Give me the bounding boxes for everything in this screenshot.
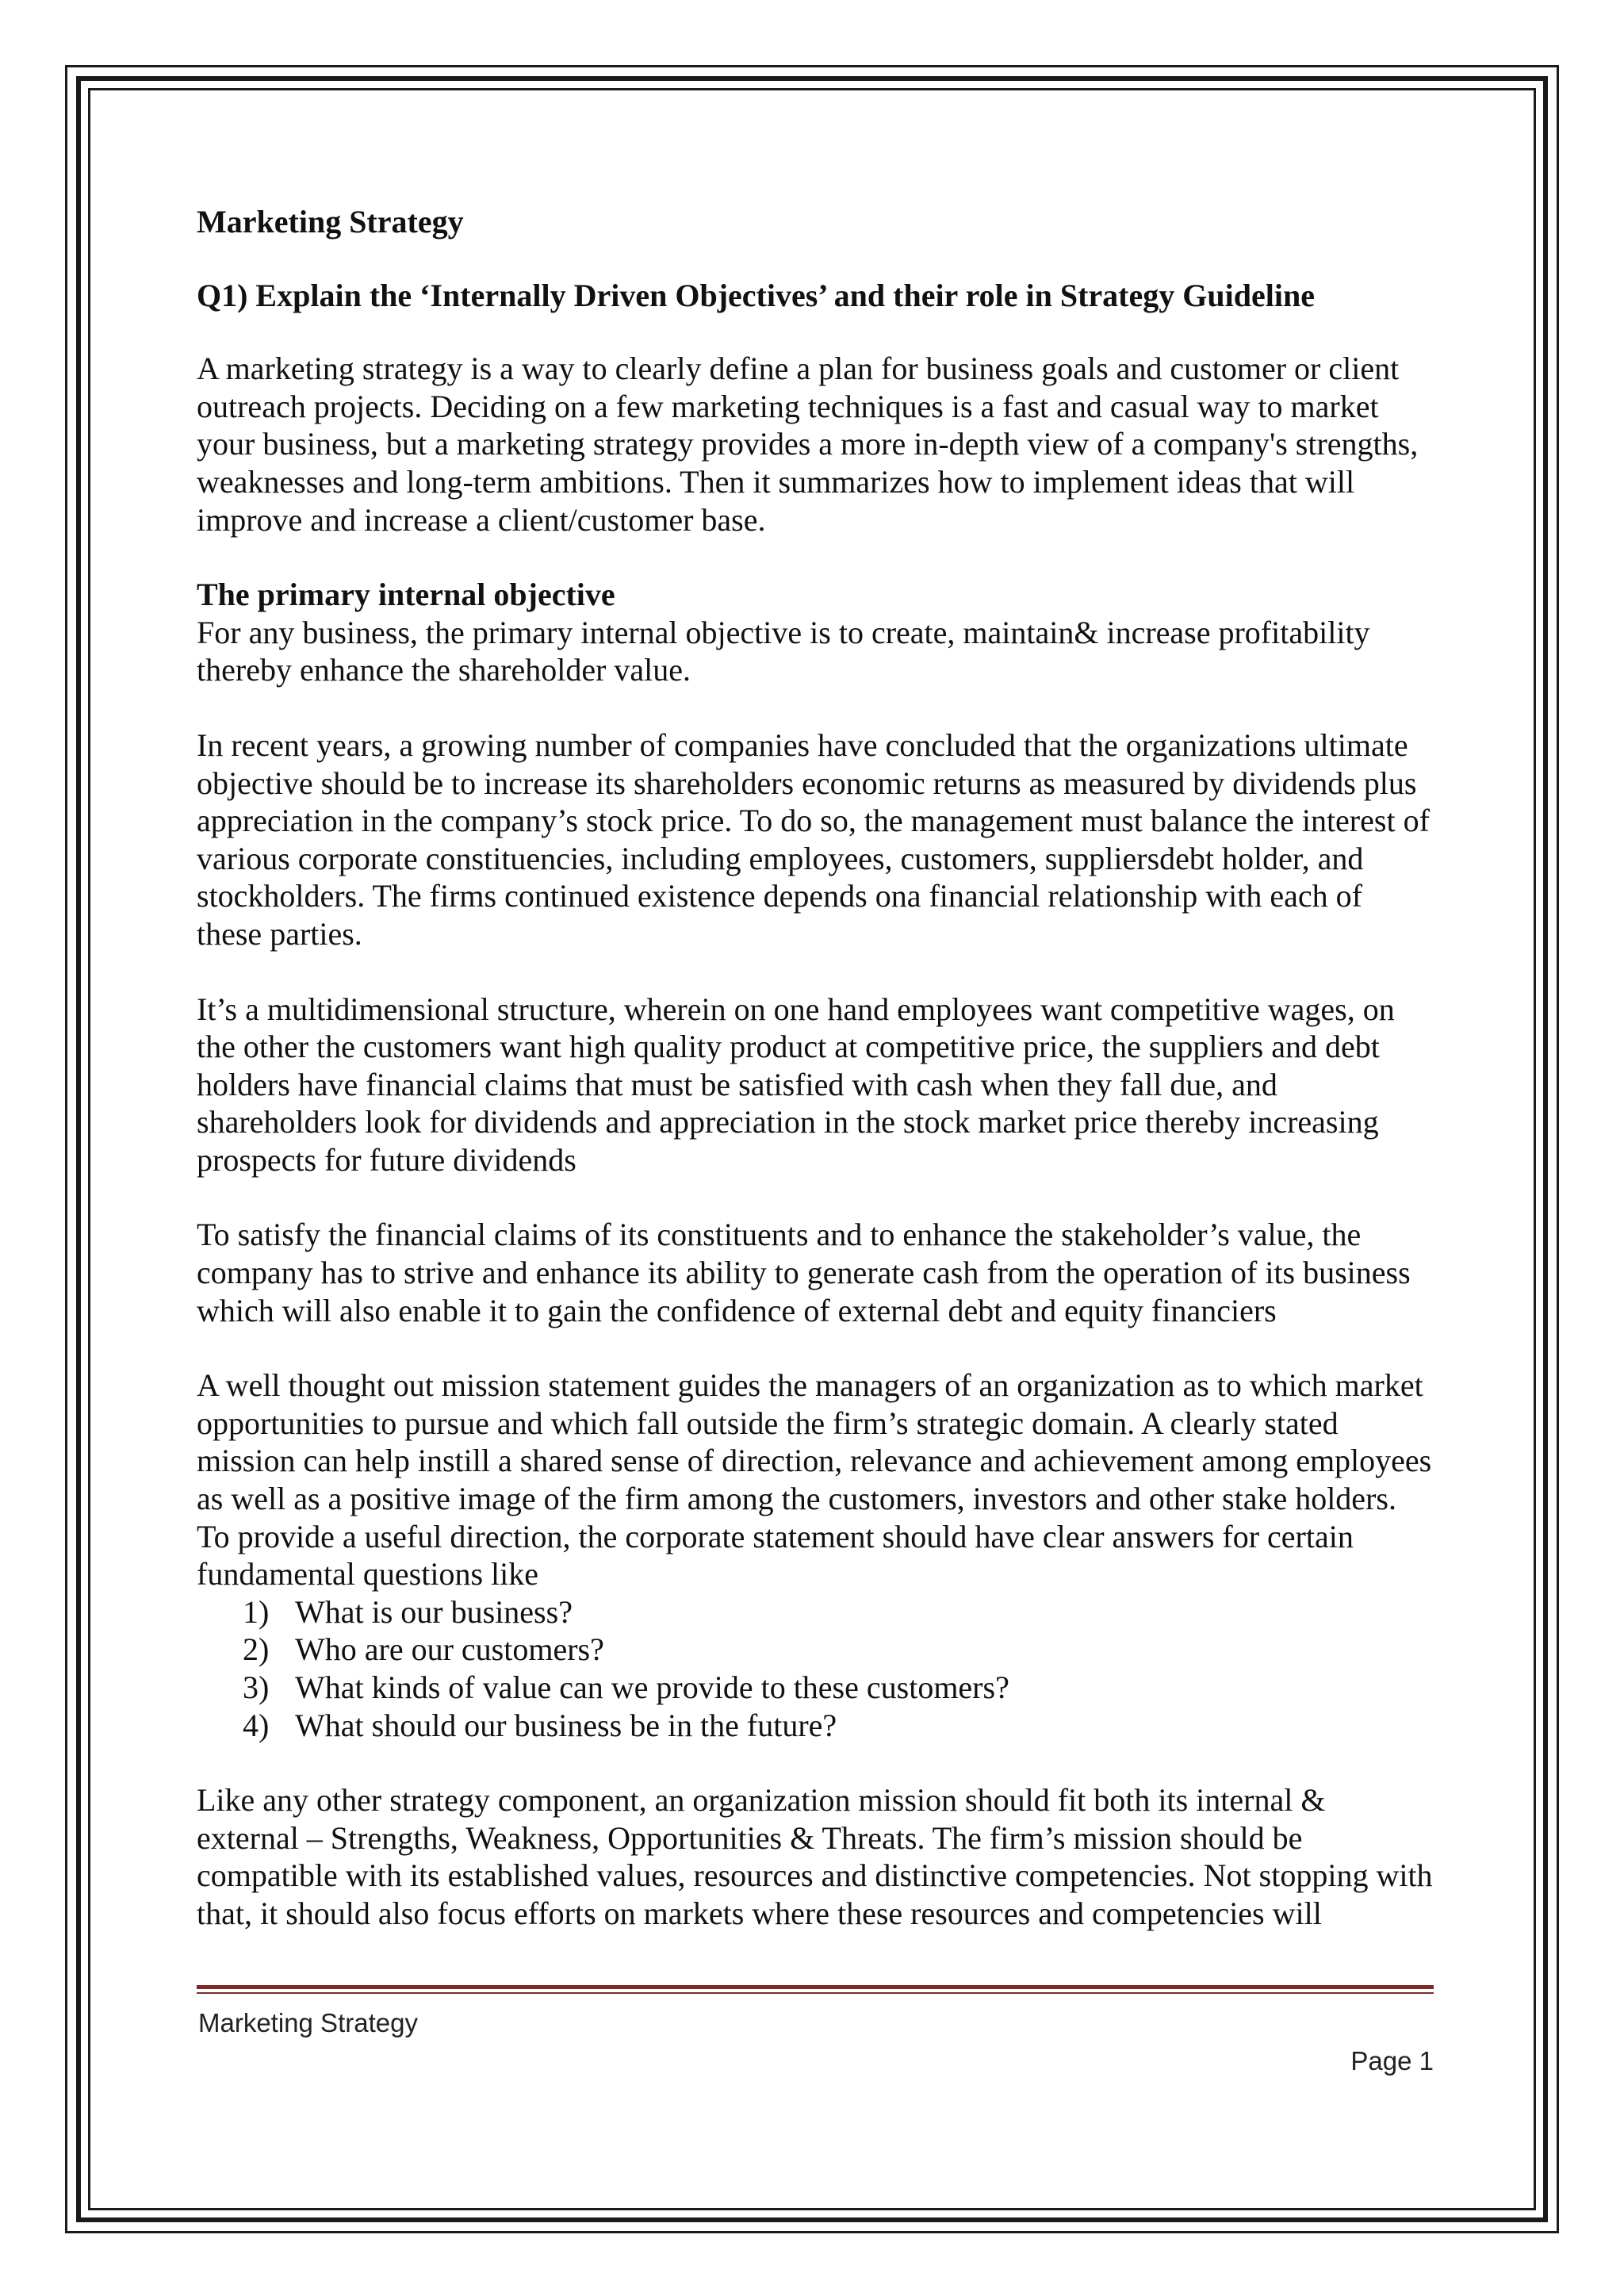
list-item xyxy=(197,1669,1434,1707)
list-item xyxy=(197,1593,1434,1631)
list-item-number: 3) xyxy=(243,1669,270,1705)
footer-rule-thin xyxy=(197,1992,1434,1994)
primary-objective-paragraph: For any business, the primary internal objective is to create, maintain& increase profitability thereby enhance the shareholder value. xyxy=(197,614,1370,688)
list-item-text: What is our business? xyxy=(295,1593,573,1630)
list-item-number: 4) xyxy=(243,1707,270,1743)
list-item xyxy=(197,1707,1434,1745)
footer-rule-thick xyxy=(197,1985,1434,1989)
list-item-text: What kinds of value can we provide to these customers? xyxy=(295,1669,1009,1705)
intro-paragraph: A marketing strategy is a way to clearly define a plan for business goals and customer or client outreach projects. Deciding on a few marketing techniques is a fast and casual way to market your business, but a marketing strategy provides a more in-depth view of a company's strengths, weaknesses and long-term ambitions. Then it summarizes how to implement ideas that will improve and increase a client/customer base. xyxy=(197,351,1419,538)
paragraph-3: It’s a multidimensional structure, wherein on one hand employees want competitive wages, on the other the customers want high quality product at competitive price, the suppliers and debt holders have financial claims that must be satisfied with cash when they fall due, and shareholders look for dividends and appreciation in the stock market price thereby increasing prospects for future dividends xyxy=(197,991,1395,1178)
list-item-number: 2) xyxy=(243,1631,270,1668)
document-body xyxy=(197,203,1434,1933)
list-item-text: Who are our customers? xyxy=(295,1631,604,1668)
footer-title: Marketing Strategy xyxy=(198,2008,418,2037)
paragraph-6: Like any other strategy component, an organization mission should fit both its internal & external – Strengths, Weakness, Opportunities & Threats. The firm’s mission should be compatible with its established values, resources and distinctive competencies. Not stopping with that, it should also focus efforts on markets where these resources and competencies will xyxy=(197,1782,1433,1931)
list-item xyxy=(197,1631,1434,1669)
page-number: Page 1 xyxy=(1350,2046,1434,2076)
section-subheading: The primary internal objective xyxy=(197,577,615,613)
paragraph-5: A well thought out mission statement guides the managers of an organization as to which market opportunities to pursue and which fall outside the firm’s strategic domain. A clearly stated mission can help instill a shared sense of direction, relevance and achievement among employees as well as a positive image of the firm among the customers, investors and other stake holders. To provide a useful direction, the corporate statement should have clear answers for certain fundamental questions like xyxy=(197,1367,1432,1593)
paragraph-2: In recent years, a growing number of companies have concluded that the organizations ultimate objective should be to increase its shareholders economic returns as measured by dividends plus appreciation in the company’s stock price. To do so, the management must balance the interest of various corporate constituencies, including employees, customers, suppliersdebt holder, and stockholders. The firms continued existence depends ona financial relationship with each of these parties. xyxy=(197,726,1430,952)
fundamental-questions-list xyxy=(197,1593,1434,1744)
question-heading: Q1) Explain the ‘Internally Driven Objectives’ and their role in Strategy Guideline xyxy=(197,277,1315,313)
paragraph-4: To satisfy the financial claims of its constituents and to enhance the stakeholder’s value, the company has to strive and enhance its ability to generate cash from the operation of its business which will also enable it to gain the confidence of external debt and equity financiers xyxy=(197,1217,1411,1328)
list-item-text: What should our business be in the future? xyxy=(295,1707,837,1743)
list-item-number: 1) xyxy=(243,1593,270,1630)
document-title: Marketing Strategy xyxy=(197,204,464,240)
